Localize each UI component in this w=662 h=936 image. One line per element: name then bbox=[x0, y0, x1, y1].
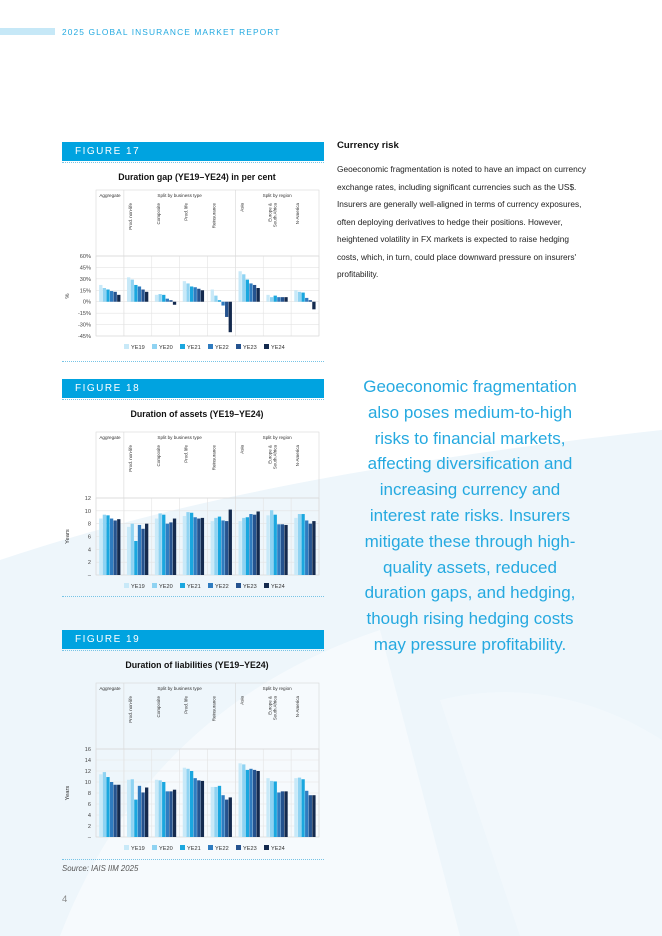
y-tick-label: -15% bbox=[77, 311, 91, 318]
bar-ye23 bbox=[309, 300, 312, 302]
bar-ye24 bbox=[312, 795, 315, 837]
bar-ye20 bbox=[214, 518, 217, 575]
y-tick-label: -45% bbox=[77, 334, 91, 340]
y-tick-label: 6 bbox=[87, 534, 91, 541]
category-label: Reinsurance bbox=[211, 696, 217, 722]
category-label: South Africa bbox=[272, 445, 278, 470]
legend-swatch bbox=[180, 344, 185, 349]
bar-ye19 bbox=[239, 521, 242, 575]
bar-ye22 bbox=[305, 520, 308, 575]
bar-ye20 bbox=[214, 296, 217, 302]
bar-ye19 bbox=[266, 778, 269, 837]
bar-ye23 bbox=[225, 302, 228, 317]
bar-ye19 bbox=[183, 281, 186, 302]
bar-ye21 bbox=[218, 786, 221, 837]
bar-ye21 bbox=[190, 513, 193, 575]
bar-ye21 bbox=[274, 781, 277, 837]
bar-ye21 bbox=[162, 515, 165, 575]
category-label: Europe & bbox=[267, 203, 273, 222]
category-label: Prod. non-life bbox=[127, 445, 133, 472]
bar-ye20 bbox=[131, 779, 134, 837]
category-label: Prod. life bbox=[183, 696, 189, 714]
bar-ye23 bbox=[141, 529, 144, 575]
bar-ye20 bbox=[103, 772, 106, 837]
bar-ye21 bbox=[274, 296, 277, 302]
bar-ye23 bbox=[225, 800, 228, 837]
legend-swatch bbox=[180, 583, 185, 588]
bar-ye20 bbox=[270, 510, 273, 575]
figure-18 bbox=[62, 379, 324, 597]
bar-ye22 bbox=[277, 792, 280, 837]
bar-ye20 bbox=[242, 518, 245, 575]
section-heading: Currency risk bbox=[337, 140, 399, 151]
bar-ye21 bbox=[134, 541, 137, 575]
bar-ye22 bbox=[221, 520, 224, 575]
y-tick-label: 14 bbox=[84, 758, 91, 764]
bar-ye21 bbox=[162, 295, 165, 302]
bar-ye19 bbox=[266, 295, 269, 302]
bar-ye20 bbox=[298, 292, 301, 302]
bar-ye19 bbox=[183, 516, 186, 575]
bar-ye23 bbox=[114, 785, 117, 837]
legend-label: YE23 bbox=[243, 345, 257, 351]
bar-ye21 bbox=[218, 300, 221, 302]
chart-title: Duration of assets (YE19–YE24) bbox=[130, 409, 264, 419]
bar-ye22 bbox=[221, 302, 224, 306]
bar-ye23 bbox=[281, 297, 284, 302]
legend-label: YE20 bbox=[159, 584, 173, 590]
category-label: Composite bbox=[155, 696, 161, 718]
figure-chart-box bbox=[62, 399, 324, 597]
bar-ye21 bbox=[190, 771, 193, 837]
bar-ye20 bbox=[298, 514, 301, 575]
bar-ye19 bbox=[155, 519, 158, 575]
bar-ye20 bbox=[186, 512, 189, 575]
bar-ye19 bbox=[127, 527, 130, 575]
figure-chart-box bbox=[62, 650, 324, 860]
legend-label: YE23 bbox=[243, 584, 257, 590]
figure-label: FIGURE 17 bbox=[62, 142, 324, 161]
bar-ye20 bbox=[131, 524, 134, 575]
legend-label: YE22 bbox=[215, 584, 229, 590]
category-label: Composite bbox=[155, 445, 161, 467]
bar-ye24 bbox=[173, 790, 176, 837]
category-label: Asia bbox=[239, 445, 245, 454]
bar-ye19 bbox=[99, 285, 102, 302]
page-number: 4 bbox=[62, 894, 68, 905]
category-label: Prod. life bbox=[183, 203, 189, 221]
bar-ye21 bbox=[134, 285, 137, 302]
y-tick-label: 8 bbox=[87, 791, 91, 797]
bar-ye23 bbox=[169, 522, 172, 575]
bar-ye21 bbox=[190, 286, 193, 301]
bar-ye19 bbox=[294, 518, 297, 575]
bar-ye23 bbox=[253, 770, 256, 837]
legend-swatch bbox=[124, 583, 129, 588]
y-tick-label: 2 bbox=[87, 824, 91, 830]
bar-ye20 bbox=[270, 781, 273, 837]
category-label: Reinsurance bbox=[211, 445, 217, 471]
bar-ye22 bbox=[138, 786, 141, 837]
bar-ye20 bbox=[131, 280, 134, 302]
category-label: South Africa bbox=[272, 203, 278, 228]
bar-ye19 bbox=[294, 778, 297, 837]
bar-ye24 bbox=[173, 302, 176, 305]
legend-swatch bbox=[208, 845, 213, 850]
bar-ye19 bbox=[127, 277, 130, 301]
source-note: Source: IAIS IIM 2025 bbox=[62, 864, 139, 873]
bar-ye19 bbox=[211, 521, 214, 575]
category-label: N-America bbox=[295, 696, 301, 718]
bar-ye19 bbox=[127, 780, 130, 837]
bar-ye23 bbox=[253, 515, 256, 575]
bar-ye21 bbox=[301, 293, 304, 302]
bar-ye20 bbox=[158, 780, 161, 837]
bar-ye24 bbox=[229, 797, 232, 837]
y-tick-label: 30% bbox=[79, 276, 91, 283]
bar-ye23 bbox=[169, 791, 172, 837]
group-header-label: Split by business type bbox=[157, 435, 202, 440]
duration-gap-chart bbox=[62, 163, 324, 361]
bar-ye23 bbox=[281, 524, 284, 575]
figure-label: FIGURE 19 bbox=[62, 630, 324, 649]
group-header-label: Aggregate bbox=[99, 193, 121, 198]
currency-risk-section bbox=[337, 140, 592, 284]
bar-ye24 bbox=[312, 302, 315, 310]
y-tick-label: -30% bbox=[77, 322, 91, 329]
bar-ye22 bbox=[249, 283, 252, 301]
legend-swatch bbox=[236, 583, 241, 588]
bar-ye22 bbox=[138, 286, 141, 301]
bar-ye19 bbox=[183, 768, 186, 837]
bar-ye21 bbox=[218, 517, 221, 575]
category-label: N-America bbox=[295, 445, 301, 467]
bar-ye23 bbox=[114, 292, 117, 302]
y-tick-label: 6 bbox=[87, 802, 91, 808]
legend-swatch bbox=[264, 583, 269, 588]
bar-ye23 bbox=[169, 300, 172, 302]
legend-label: YE24 bbox=[271, 584, 285, 590]
category-label: Prod. non-life bbox=[127, 696, 133, 723]
bar-ye20 bbox=[298, 778, 301, 837]
bar-ye22 bbox=[194, 517, 197, 575]
group-header-label: Aggregate bbox=[99, 435, 121, 440]
bar-ye19 bbox=[266, 515, 269, 575]
bar-ye24 bbox=[257, 511, 260, 575]
legend-swatch bbox=[264, 344, 269, 349]
group-header-label: Split by business type bbox=[157, 193, 202, 198]
bar-ye22 bbox=[305, 298, 308, 302]
duration-of-assets-chart bbox=[62, 400, 324, 596]
report-title: 2025 GLOBAL INSURANCE MARKET REPORT bbox=[62, 27, 281, 37]
bar-ye23 bbox=[114, 520, 117, 575]
bar-ye21 bbox=[134, 800, 137, 837]
legend-label: YE19 bbox=[131, 846, 145, 852]
bar-ye21 bbox=[274, 515, 277, 575]
bar-ye20 bbox=[242, 274, 245, 301]
bar-ye20 bbox=[158, 513, 161, 575]
legend-swatch bbox=[208, 583, 213, 588]
bar-ye21 bbox=[162, 782, 165, 837]
bar-ye22 bbox=[110, 519, 113, 575]
bar-ye24 bbox=[284, 297, 287, 302]
y-tick-label: 8 bbox=[87, 521, 91, 528]
legend-label: YE22 bbox=[215, 846, 229, 852]
bar-ye22 bbox=[277, 297, 280, 302]
bar-ye23 bbox=[141, 792, 144, 837]
figure-19 bbox=[62, 630, 324, 860]
bar-ye20 bbox=[186, 283, 189, 301]
bar-ye20 bbox=[103, 288, 106, 302]
bar-ye21 bbox=[106, 290, 109, 302]
bar-ye21 bbox=[106, 515, 109, 575]
bar-ye22 bbox=[194, 287, 197, 301]
legend-label: YE21 bbox=[187, 345, 201, 351]
bar-ye22 bbox=[110, 782, 113, 837]
bar-ye23 bbox=[225, 521, 228, 575]
category-label: Reinsurance bbox=[211, 203, 217, 229]
bar-ye24 bbox=[284, 525, 287, 575]
bar-ye24 bbox=[257, 288, 260, 302]
group-header-label: Aggregate bbox=[99, 686, 121, 691]
bar-ye23 bbox=[309, 524, 312, 575]
category-label: South Africa bbox=[272, 696, 278, 721]
bar-ye19 bbox=[99, 774, 102, 837]
bar-ye19 bbox=[155, 780, 158, 837]
category-label: Prod. life bbox=[183, 445, 189, 463]
bar-ye24 bbox=[117, 519, 120, 575]
bar-ye19 bbox=[239, 271, 242, 301]
bar-ye20 bbox=[158, 294, 161, 302]
legend-swatch bbox=[124, 344, 129, 349]
bar-ye24 bbox=[145, 292, 148, 302]
y-tick-label: – bbox=[87, 573, 91, 579]
legend-label: YE22 bbox=[215, 345, 229, 351]
y-tick-label: 15% bbox=[79, 288, 91, 295]
y-tick-label: 12 bbox=[84, 769, 91, 775]
bar-ye22 bbox=[166, 299, 169, 302]
bar-ye22 bbox=[194, 778, 197, 837]
y-axis-label: Years bbox=[65, 529, 71, 544]
legend-label: YE19 bbox=[131, 345, 145, 351]
bar-ye19 bbox=[155, 295, 158, 302]
bar-ye21 bbox=[246, 280, 249, 302]
bar-ye22 bbox=[166, 791, 169, 837]
y-tick-label: 12 bbox=[84, 496, 91, 502]
bar-ye24 bbox=[257, 771, 260, 837]
legend-label: YE21 bbox=[187, 846, 201, 852]
bar-ye22 bbox=[138, 525, 141, 575]
group-header-label: Split by region bbox=[262, 686, 292, 691]
bar-ye20 bbox=[103, 515, 106, 575]
legend-label: YE20 bbox=[159, 846, 173, 852]
bar-ye23 bbox=[141, 290, 144, 302]
legend-swatch bbox=[152, 583, 157, 588]
figure-label: FIGURE 18 bbox=[62, 379, 324, 398]
chart-title: Duration gap (YE19–YE24) in per cent bbox=[118, 172, 276, 182]
bar-ye22 bbox=[249, 514, 252, 575]
category-label: Asia bbox=[239, 696, 245, 705]
figure-17 bbox=[62, 142, 324, 362]
y-tick-label: 45% bbox=[79, 265, 91, 272]
bar-ye24 bbox=[284, 791, 287, 837]
bar-ye19 bbox=[211, 290, 214, 302]
bar-ye19 bbox=[294, 290, 297, 301]
y-tick-label: 10 bbox=[84, 780, 91, 786]
bar-ye22 bbox=[110, 291, 113, 302]
legend-swatch bbox=[208, 344, 213, 349]
bar-ye21 bbox=[246, 770, 249, 837]
figure-chart-box bbox=[62, 162, 324, 362]
bar-ye23 bbox=[197, 289, 200, 302]
legend-label: YE21 bbox=[187, 584, 201, 590]
bar-ye22 bbox=[249, 769, 252, 837]
bar-ye24 bbox=[117, 785, 120, 837]
group-header-label: Split by region bbox=[262, 193, 292, 198]
legend-label: YE23 bbox=[243, 846, 257, 852]
bar-ye21 bbox=[301, 514, 304, 575]
category-label: Composite bbox=[155, 203, 161, 225]
bar-ye24 bbox=[201, 518, 204, 575]
y-tick-label: 2 bbox=[87, 560, 91, 567]
bar-ye23 bbox=[281, 791, 284, 837]
bar-ye24 bbox=[229, 302, 232, 332]
bar-ye24 bbox=[145, 788, 148, 838]
legend-label: YE19 bbox=[131, 584, 145, 590]
bar-ye21 bbox=[301, 779, 304, 837]
y-axis-label: % bbox=[65, 293, 71, 299]
bar-ye24 bbox=[145, 524, 148, 575]
chart-title: Duration of liabilities (YE19–YE24) bbox=[125, 660, 269, 670]
y-tick-label: 4 bbox=[87, 813, 91, 819]
category-label: Europe & bbox=[267, 696, 273, 715]
section-paragraph: Geoeconomic fragmentation is noted to have an impact on currency exchange rates, including significant currencies such as the US$. Insurers are generally well-aligned in terms of currency exposures, often deploying derivatives to hedge their positions. However, heightened volatility in FX markets is expected to raise hedging costs, which, in turn, could place downward pressure on insurers' profitability. bbox=[337, 164, 587, 279]
bar-ye20 bbox=[214, 787, 217, 837]
bar-ye22 bbox=[221, 795, 224, 837]
bar-ye23 bbox=[197, 780, 200, 837]
bar-ye19 bbox=[99, 519, 102, 575]
legend-swatch bbox=[124, 845, 129, 850]
y-tick-label: 10 bbox=[84, 508, 91, 515]
header-accent-bar bbox=[0, 28, 55, 35]
bar-ye23 bbox=[253, 285, 256, 302]
duration-of-liabilities-chart bbox=[62, 651, 324, 859]
bar-ye22 bbox=[305, 791, 308, 837]
bar-ye24 bbox=[201, 781, 204, 837]
group-header-label: Split by region bbox=[262, 435, 292, 440]
y-axis-label: Years bbox=[65, 785, 71, 801]
bar-ye24 bbox=[117, 295, 120, 302]
legend-label: YE20 bbox=[159, 345, 173, 351]
bar-ye23 bbox=[309, 795, 312, 837]
bar-ye22 bbox=[166, 524, 169, 575]
bar-ye21 bbox=[246, 517, 249, 575]
bar-ye22 bbox=[277, 524, 280, 575]
bar-ye24 bbox=[312, 521, 315, 575]
category-label: Prod. non-life bbox=[127, 203, 133, 230]
legend-label: YE24 bbox=[271, 345, 285, 351]
pull-quote: Geoeconomic fragmentation also poses medium-to-high risks to financial markets, affecting diversification and increasing currency and interest rate risks. Insurers mitigate these through high-quality assets, reduced duration gaps, and hedging, though rising hedging costs may pressure profitability. bbox=[363, 377, 577, 654]
bar-ye24 bbox=[201, 290, 204, 301]
y-tick-label: 16 bbox=[84, 747, 91, 753]
bar-ye19 bbox=[239, 763, 242, 837]
bar-ye24 bbox=[173, 519, 176, 575]
bar-ye20 bbox=[186, 769, 189, 837]
category-label: N-America bbox=[295, 203, 301, 225]
category-label: Europe & bbox=[267, 445, 273, 464]
bar-ye23 bbox=[197, 519, 200, 575]
y-tick-label: 0% bbox=[82, 299, 91, 306]
bar-ye24 bbox=[229, 510, 232, 575]
bar-ye19 bbox=[211, 787, 214, 837]
legend-swatch bbox=[236, 845, 241, 850]
legend-swatch bbox=[152, 344, 157, 349]
legend-swatch bbox=[152, 845, 157, 850]
legend-label: YE24 bbox=[271, 846, 285, 852]
bar-ye21 bbox=[106, 777, 109, 837]
y-tick-label: 4 bbox=[87, 547, 91, 554]
y-tick-label: 60% bbox=[79, 254, 91, 260]
bar-ye20 bbox=[270, 297, 273, 302]
legend-swatch bbox=[180, 845, 185, 850]
legend-swatch bbox=[264, 845, 269, 850]
category-label: Asia bbox=[239, 203, 245, 212]
bar-ye20 bbox=[242, 764, 245, 837]
group-header-label: Split by business type bbox=[157, 686, 202, 691]
y-tick-label: – bbox=[87, 835, 91, 841]
legend-swatch bbox=[236, 344, 241, 349]
